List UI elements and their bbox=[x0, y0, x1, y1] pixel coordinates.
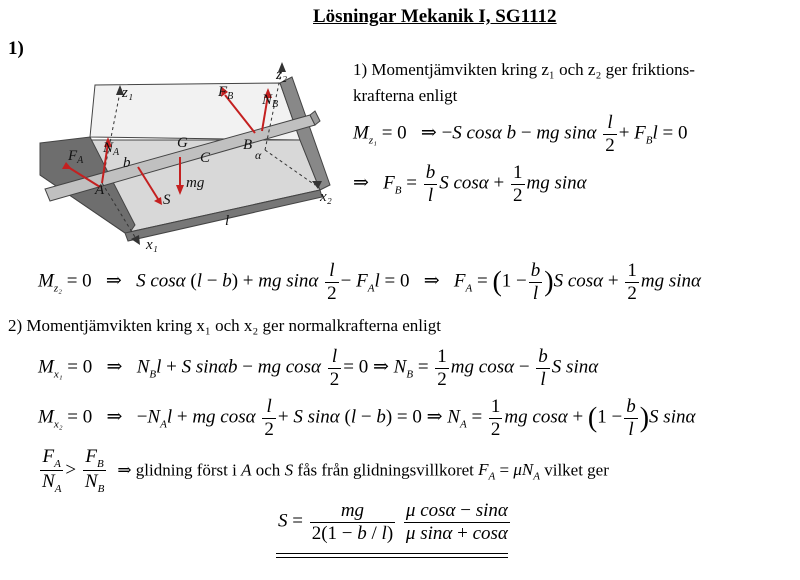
label-x2: x₂ bbox=[320, 189, 332, 205]
label-z2: z₂ bbox=[276, 67, 288, 83]
section1-intro: 1) Momentjämvikten kring z₁ och z₂ ger friktions- bbox=[353, 60, 695, 79]
section2-eq1: $M_{x_1} = 0$ ⇒ $N_Bl + S$ sinαb − mg cosα $\frac{l}{2}$ = 0 ⇒ $N_B$ = $\frac{1}{2}$ mg cosα − $\frac{b}{l}$ S sinα bbox=[38, 346, 599, 390]
label-A: A bbox=[95, 182, 105, 198]
section2-condition: $\frac{F_A}{N_A}$ > $\frac{F_B}{N_B}$ ⇒ glidning först i A och S fås från glidningsvillkoret $F_A = \mu N_A$ vilket ger bbox=[42, 446, 609, 496]
label-alpha: α bbox=[255, 148, 262, 162]
label-B: B bbox=[243, 137, 253, 153]
page-title: Lösningar Mekanik I, SG1112 bbox=[313, 6, 557, 27]
section2-intro: 2) Momentjämvikten kring x₁ och x₂ ger normalkrafterna enligt bbox=[8, 316, 441, 335]
label-z1: z₁ bbox=[122, 85, 134, 101]
label-x1: x₁ bbox=[146, 237, 158, 253]
figure-diagram bbox=[30, 55, 350, 255]
label-l: l bbox=[225, 213, 230, 229]
label-G: G bbox=[177, 135, 188, 151]
label-NB: $N_B$ bbox=[262, 92, 279, 110]
section1-eq2: ⇒ $F_B$ = $\frac{b}{l}$ S cosα + $\frac{1}{2}$ mg sinα bbox=[353, 162, 587, 206]
result-underline-1 bbox=[276, 553, 508, 554]
label-S: S bbox=[163, 192, 171, 208]
section1-intro2: krafterna enligt bbox=[353, 86, 458, 105]
problem-number: 1) bbox=[8, 38, 24, 59]
section1-eq3: $M_{z_2} = 0$ ⇒ S cosα (l − b) + mg sinα $\frac{l}{2}$ − $F_Al = 0$ ⇒ $F_A = (1$ − $\frac{b}{l}$ )S cosα + $\frac{1}{2}$ mg sinα bbox=[38, 260, 701, 304]
section1-eq1: $M_{z_1} = 0$ ⇒ −S cosα b − mg sinα $\frac{l}{2}$ + $F_Bl = 0$ bbox=[353, 112, 688, 156]
label-FB: $F_B$ bbox=[218, 84, 234, 102]
result-underline-2 bbox=[276, 557, 508, 558]
label-NA: $N_A$ bbox=[103, 140, 120, 158]
label-FA: $F_A$ bbox=[68, 148, 84, 166]
label-mg: mg bbox=[186, 175, 205, 191]
section2-eq2: $M_{x_2} = 0$ ⇒ $-N_Al$ + mg cosα $\frac{l}{2}$ + S sinα (l − b) = 0 ⇒ $N_A$ = $\frac{1}{2}$ mg cosα + (1 − $\frac{b}{l}$ )S sinα bbox=[38, 396, 696, 440]
label-b: b bbox=[123, 155, 131, 171]
section2-result: S = $\frac{mg}{2(1 - b / l)}$ $\frac{\text{μ cosα − sinα}}{\text{μ sinα + cosα}}$ bbox=[278, 500, 508, 544]
label-C: C bbox=[200, 150, 211, 166]
